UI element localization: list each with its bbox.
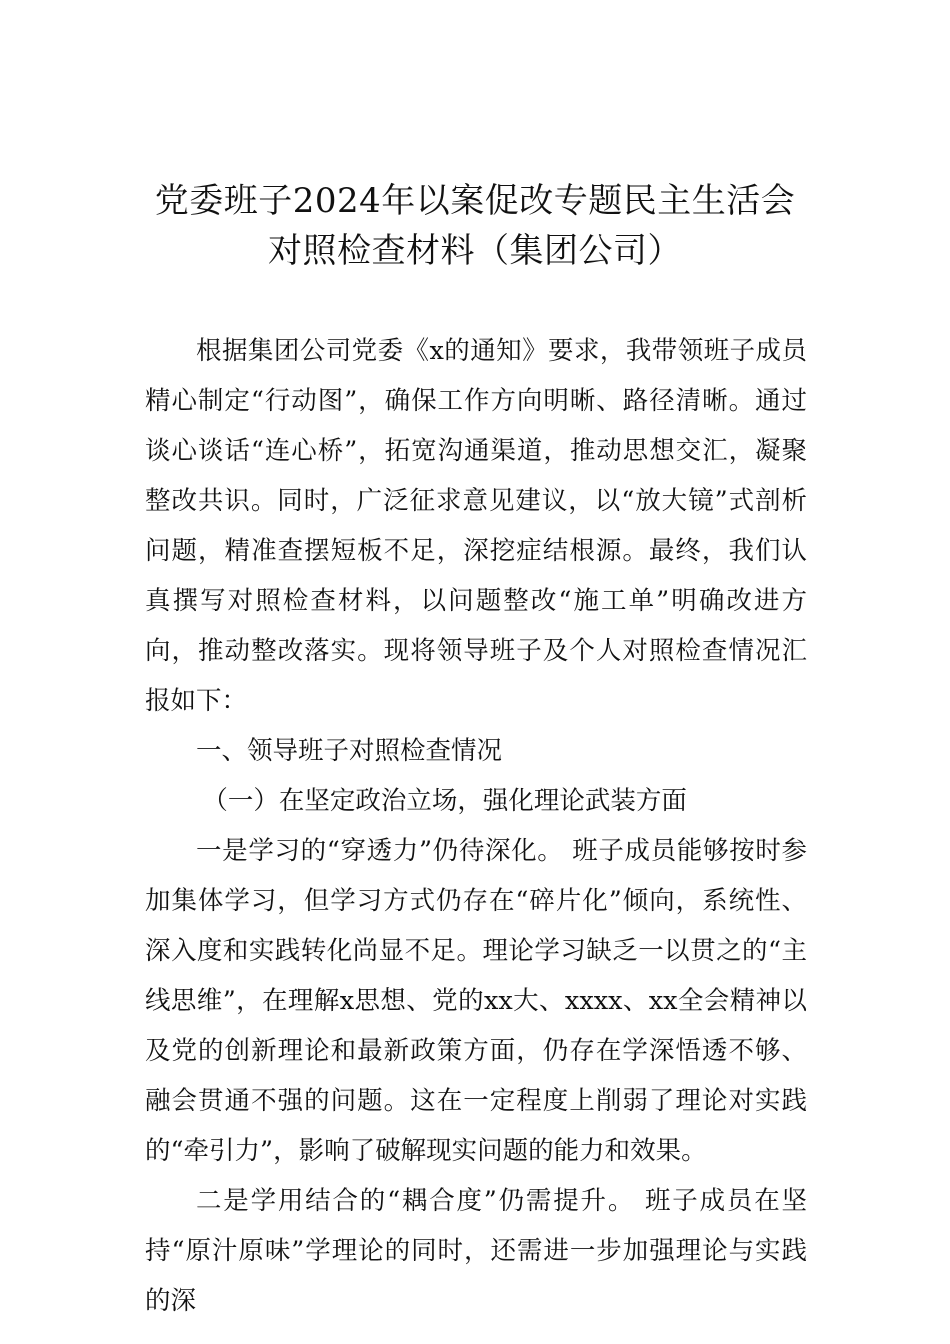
document-body bbox=[145, 326, 807, 1326]
section-heading: 一、领导班子对照检查情况 bbox=[196, 736, 503, 766]
document-title bbox=[100, 176, 850, 276]
title-line-2: 对照检查材料（集团公司） bbox=[268, 231, 682, 271]
point-paragraph-2: 二是学用结合的“耦合度”仍需提升。 班子成员在坚持“原汁原味”学理论的同时，还需进一步加强理论与实践的深 bbox=[145, 1186, 807, 1316]
intro-paragraph: 根据集团公司党委《x的通知》要求，我带领班子成员精心制定“行动图”，确保工作方向明晰、路径清晰。通过谈心谈话“连心桥”，拓宽沟通渠道，推动思想交汇，凝聚整改共识。同时，广泛征求意见建议，以“放大镜”式剖析问题，精准查摆短板不足，深挖症结根源。最终，我们认真撰写对照检查材料，以问题整改“施工单”明确改进方向，推动整改落实。现将领导班子及个人对照检查情况汇报如下： bbox=[145, 336, 807, 716]
point-paragraph-1: 一是学习的“穿透力”仍待深化。 班子成员能够按时参加集体学习，但学习方式仍存在“碎片化”倾向，系统性、深入度和实践转化尚显不足。理论学习缺乏一以贯之的“主线思维”，在理解x思想、党的xx大、xxxx、xx全会精神以及党的创新理论和最新政策方面，仍存在学深悟透不够、融会贯通不强的问题。这在一定程度上削弱了理论对实践的“牵引力”，影响了破解现实问题的能力和效果。 bbox=[145, 836, 807, 1166]
subsection-heading: （一）在坚定政治立场，强化理论武装方面 bbox=[202, 786, 687, 816]
title-line-1: 党委班子2024年以案促改专题民主生活会 bbox=[154, 181, 796, 221]
